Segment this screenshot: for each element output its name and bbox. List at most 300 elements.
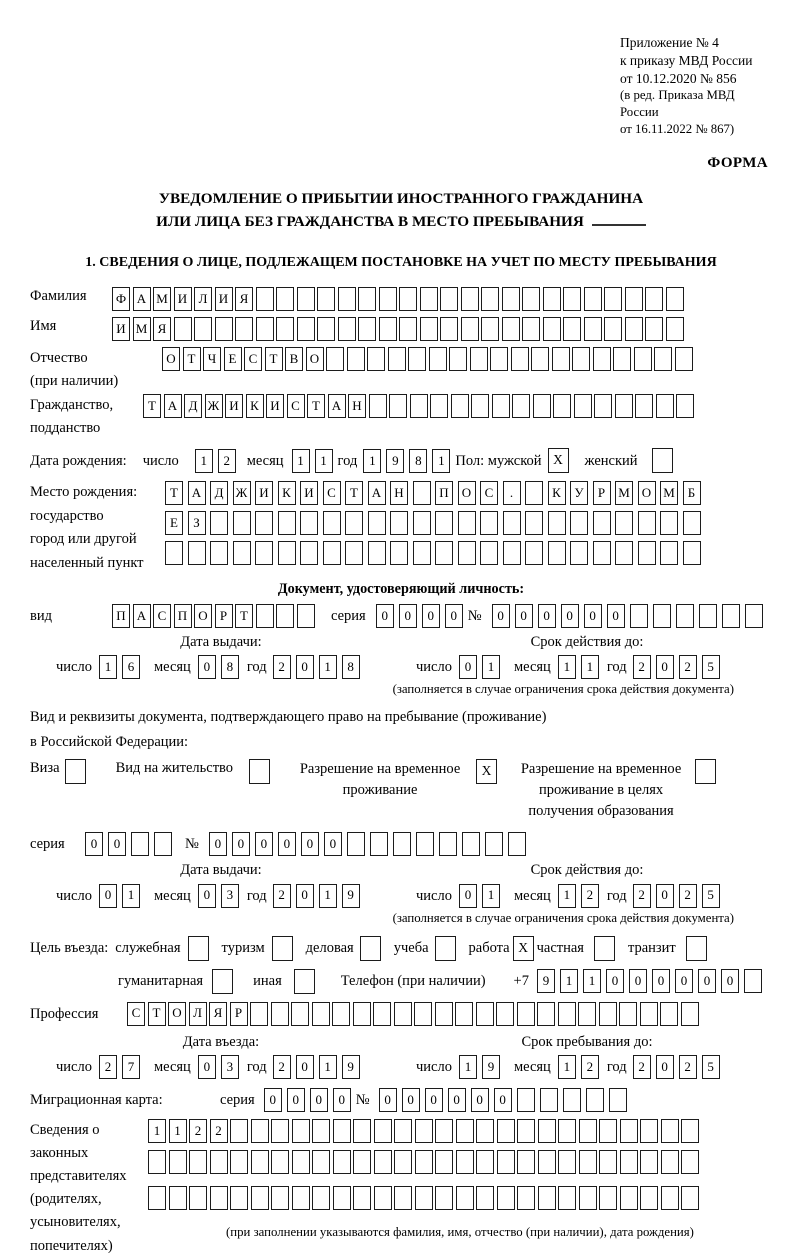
form-cell[interactable] — [563, 1088, 581, 1112]
form-cell[interactable] — [538, 1186, 556, 1210]
form-cell[interactable] — [548, 511, 566, 535]
form-cell[interactable]: С — [323, 481, 341, 505]
form-cell[interactable] — [292, 1186, 310, 1210]
form-cell[interactable] — [615, 541, 633, 565]
form-cell[interactable]: 0 — [538, 604, 556, 628]
purpose-private-checkbox[interactable] — [594, 936, 615, 961]
form-cell[interactable]: 0 — [287, 1088, 305, 1112]
form-cell[interactable]: Н — [390, 481, 408, 505]
form-cell[interactable] — [300, 541, 318, 565]
form-cell[interactable] — [358, 317, 376, 341]
form-cell[interactable] — [292, 1150, 310, 1174]
form-cell[interactable] — [480, 511, 498, 535]
form-cell[interactable] — [640, 1002, 658, 1026]
form-cell[interactable] — [390, 511, 408, 535]
form-cell[interactable]: 7 — [122, 1055, 140, 1079]
form-cell[interactable] — [440, 287, 458, 311]
form-cell[interactable] — [256, 287, 274, 311]
form-cell[interactable] — [517, 1119, 535, 1143]
form-cell[interactable] — [645, 317, 663, 341]
form-cell[interactable]: 9 — [342, 884, 360, 908]
form-cell[interactable] — [255, 541, 273, 565]
form-cell[interactable]: Д — [184, 394, 202, 418]
form-cell[interactable] — [563, 287, 581, 311]
form-cell[interactable] — [543, 287, 561, 311]
form-cell[interactable] — [169, 1186, 187, 1210]
form-cell[interactable]: О — [638, 481, 656, 505]
form-cell[interactable] — [619, 1002, 637, 1026]
form-cell[interactable] — [449, 347, 467, 371]
form-cell[interactable]: 1 — [122, 884, 140, 908]
form-cell[interactable]: 0 — [108, 832, 126, 856]
form-cell[interactable]: 1 — [99, 655, 117, 679]
form-cell[interactable] — [744, 969, 762, 993]
form-cell[interactable]: Т — [345, 481, 363, 505]
form-cell[interactable] — [470, 347, 488, 371]
form-cell[interactable]: 1 — [583, 969, 601, 993]
form-cell[interactable] — [230, 1186, 248, 1210]
form-cell[interactable]: 0 — [471, 1088, 489, 1112]
form-cell[interactable] — [525, 541, 543, 565]
form-cell[interactable] — [579, 1186, 597, 1210]
residence-permit-checkbox[interactable] — [249, 759, 270, 784]
form-cell[interactable] — [461, 287, 479, 311]
form-cell[interactable]: 0 — [333, 1088, 351, 1112]
form-cell[interactable]: 0 — [296, 655, 314, 679]
form-cell[interactable]: В — [285, 347, 303, 371]
form-cell[interactable] — [540, 1088, 558, 1112]
form-cell[interactable]: Ч — [203, 347, 221, 371]
form-cell[interactable] — [640, 1119, 658, 1143]
form-cell[interactable] — [558, 1002, 576, 1026]
form-cell[interactable] — [517, 1186, 535, 1210]
form-cell[interactable]: 1 — [169, 1119, 187, 1143]
form-cell[interactable]: А — [164, 394, 182, 418]
form-cell[interactable] — [256, 317, 274, 341]
form-cell[interactable]: 1 — [459, 1055, 477, 1079]
form-cell[interactable] — [317, 287, 335, 311]
form-cell[interactable]: 3 — [221, 884, 239, 908]
form-cell[interactable] — [435, 511, 453, 535]
form-cell[interactable] — [333, 1119, 351, 1143]
form-cell[interactable] — [609, 1088, 627, 1112]
form-cell[interactable] — [490, 347, 508, 371]
form-cell[interactable] — [458, 511, 476, 535]
form-cell[interactable] — [522, 287, 540, 311]
form-cell[interactable]: И — [215, 287, 233, 311]
form-cell[interactable]: 0 — [698, 969, 716, 993]
form-cell[interactable] — [169, 1150, 187, 1174]
form-cell[interactable]: 6 — [122, 655, 140, 679]
form-cell[interactable] — [683, 541, 701, 565]
form-cell[interactable]: Т — [235, 604, 253, 628]
purpose-work-checkbox[interactable]: X — [513, 936, 534, 961]
form-cell[interactable] — [625, 317, 643, 341]
form-cell[interactable]: 0 — [376, 604, 394, 628]
form-cell[interactable] — [394, 1119, 412, 1143]
form-cell[interactable] — [699, 604, 717, 628]
form-cell[interactable] — [533, 394, 551, 418]
form-cell[interactable]: 2 — [679, 655, 697, 679]
form-cell[interactable]: 8 — [409, 449, 427, 473]
form-cell[interactable] — [653, 604, 671, 628]
form-cell[interactable] — [635, 394, 653, 418]
form-cell[interactable] — [676, 394, 694, 418]
form-cell[interactable] — [599, 1186, 617, 1210]
form-cell[interactable] — [210, 1186, 228, 1210]
form-cell[interactable] — [615, 394, 633, 418]
form-cell[interactable] — [578, 1002, 596, 1026]
form-cell[interactable] — [394, 1002, 412, 1026]
form-cell[interactable]: 2 — [210, 1119, 228, 1143]
form-cell[interactable] — [656, 394, 674, 418]
form-cell[interactable] — [251, 1119, 269, 1143]
form-cell[interactable] — [683, 511, 701, 535]
form-cell[interactable] — [194, 317, 212, 341]
form-cell[interactable] — [660, 1002, 678, 1026]
form-cell[interactable] — [312, 1150, 330, 1174]
form-cell[interactable] — [574, 394, 592, 418]
form-cell[interactable] — [297, 604, 315, 628]
form-cell[interactable] — [188, 541, 206, 565]
form-cell[interactable]: П — [174, 604, 192, 628]
form-cell[interactable] — [594, 394, 612, 418]
form-cell[interactable] — [661, 1119, 679, 1143]
form-cell[interactable] — [399, 317, 417, 341]
form-cell[interactable]: 0 — [399, 604, 417, 628]
form-cell[interactable]: М — [153, 287, 171, 311]
form-cell[interactable]: С — [287, 394, 305, 418]
form-cell[interactable]: С — [480, 481, 498, 505]
form-cell[interactable]: П — [112, 604, 130, 628]
form-cell[interactable]: 1 — [319, 884, 337, 908]
form-cell[interactable] — [251, 1186, 269, 1210]
form-cell[interactable]: С — [127, 1002, 145, 1026]
form-cell[interactable] — [317, 317, 335, 341]
form-cell[interactable] — [593, 541, 611, 565]
form-cell[interactable] — [476, 1119, 494, 1143]
form-cell[interactable] — [645, 287, 663, 311]
form-cell[interactable] — [579, 1119, 597, 1143]
form-cell[interactable] — [456, 1150, 474, 1174]
form-cell[interactable] — [456, 1119, 474, 1143]
form-cell[interactable]: 2 — [273, 1055, 291, 1079]
form-cell[interactable]: 0 — [301, 832, 319, 856]
form-cell[interactable]: И — [112, 317, 130, 341]
form-cell[interactable] — [312, 1002, 330, 1026]
form-cell[interactable]: К — [278, 481, 296, 505]
form-cell[interactable]: 0 — [296, 1055, 314, 1079]
form-cell[interactable]: 0 — [255, 832, 273, 856]
form-cell[interactable] — [604, 287, 622, 311]
form-cell[interactable]: Р — [215, 604, 233, 628]
form-cell[interactable]: Т — [183, 347, 201, 371]
form-cell[interactable] — [451, 394, 469, 418]
purpose-business-checkbox[interactable] — [360, 936, 381, 961]
form-cell[interactable] — [189, 1150, 207, 1174]
form-cell[interactable] — [230, 1150, 248, 1174]
form-cell[interactable] — [420, 317, 438, 341]
form-cell[interactable] — [503, 511, 521, 535]
form-cell[interactable]: А — [368, 481, 386, 505]
form-cell[interactable] — [394, 1186, 412, 1210]
form-cell[interactable] — [353, 1119, 371, 1143]
form-cell[interactable] — [722, 604, 740, 628]
form-cell[interactable]: 9 — [537, 969, 555, 993]
form-cell[interactable] — [358, 287, 376, 311]
form-cell[interactable] — [745, 604, 763, 628]
form-cell[interactable] — [620, 1150, 638, 1174]
form-cell[interactable]: 0 — [448, 1088, 466, 1112]
form-cell[interactable] — [388, 347, 406, 371]
form-cell[interactable]: 2 — [189, 1119, 207, 1143]
form-cell[interactable] — [660, 541, 678, 565]
form-cell[interactable]: 0 — [278, 832, 296, 856]
form-cell[interactable]: 2 — [633, 884, 651, 908]
form-cell[interactable]: 0 — [379, 1088, 397, 1112]
form-cell[interactable]: С — [153, 604, 171, 628]
form-cell[interactable] — [413, 511, 431, 535]
form-cell[interactable] — [332, 1002, 350, 1026]
form-cell[interactable] — [538, 1150, 556, 1174]
form-cell[interactable]: Ж — [233, 481, 251, 505]
form-cell[interactable]: 1 — [148, 1119, 166, 1143]
form-cell[interactable]: 0 — [198, 1055, 216, 1079]
form-cell[interactable] — [408, 347, 426, 371]
form-cell[interactable] — [271, 1002, 289, 1026]
female-checkbox[interactable] — [652, 448, 673, 473]
form-cell[interactable]: 0 — [721, 969, 739, 993]
form-cell[interactable] — [165, 541, 183, 565]
form-cell[interactable] — [481, 287, 499, 311]
form-cell[interactable]: Р — [593, 481, 611, 505]
form-cell[interactable] — [291, 1002, 309, 1026]
form-cell[interactable]: Я — [209, 1002, 227, 1026]
form-cell[interactable] — [511, 347, 529, 371]
form-cell[interactable]: 1 — [319, 1055, 337, 1079]
form-cell[interactable]: 1 — [482, 884, 500, 908]
form-cell[interactable]: Е — [224, 347, 242, 371]
form-cell[interactable] — [271, 1150, 289, 1174]
form-cell[interactable]: 0 — [656, 655, 674, 679]
form-cell[interactable]: 0 — [99, 884, 117, 908]
form-cell[interactable] — [251, 1150, 269, 1174]
form-cell[interactable]: 1 — [292, 449, 310, 473]
form-cell[interactable]: 0 — [629, 969, 647, 993]
form-cell[interactable] — [379, 287, 397, 311]
form-cell[interactable] — [525, 511, 543, 535]
form-cell[interactable] — [681, 1119, 699, 1143]
form-cell[interactable]: 1 — [581, 655, 599, 679]
form-cell[interactable]: З — [188, 511, 206, 535]
form-cell[interactable] — [471, 394, 489, 418]
form-cell[interactable] — [333, 1150, 351, 1174]
form-cell[interactable] — [599, 1119, 617, 1143]
form-cell[interactable] — [312, 1186, 330, 1210]
form-cell[interactable] — [368, 511, 386, 535]
form-cell[interactable]: 0 — [675, 969, 693, 993]
form-cell[interactable] — [278, 511, 296, 535]
form-cell[interactable]: 9 — [482, 1055, 500, 1079]
form-cell[interactable] — [410, 394, 428, 418]
form-cell[interactable] — [461, 317, 479, 341]
form-cell[interactable]: 0 — [584, 604, 602, 628]
form-cell[interactable]: 2 — [273, 655, 291, 679]
form-cell[interactable]: О — [194, 604, 212, 628]
form-cell[interactable] — [435, 1186, 453, 1210]
form-cell[interactable]: 2 — [218, 449, 236, 473]
form-cell[interactable] — [661, 1186, 679, 1210]
form-cell[interactable] — [435, 1150, 453, 1174]
form-cell[interactable]: 1 — [558, 1055, 576, 1079]
form-cell[interactable] — [345, 511, 363, 535]
form-cell[interactable]: А — [133, 287, 151, 311]
form-cell[interactable]: К — [548, 481, 566, 505]
temp-residence-checkbox[interactable]: X — [476, 759, 497, 784]
form-cell[interactable]: 8 — [342, 655, 360, 679]
form-cell[interactable] — [300, 511, 318, 535]
form-cell[interactable] — [584, 317, 602, 341]
form-cell[interactable] — [675, 347, 693, 371]
male-checkbox[interactable]: X — [548, 448, 569, 473]
form-cell[interactable]: Т — [148, 1002, 166, 1026]
form-cell[interactable] — [373, 1002, 391, 1026]
form-cell[interactable]: Т — [165, 481, 183, 505]
form-cell[interactable]: 0 — [209, 832, 227, 856]
form-cell[interactable] — [233, 511, 251, 535]
form-cell[interactable] — [230, 1119, 248, 1143]
form-cell[interactable]: И — [300, 481, 318, 505]
form-cell[interactable] — [276, 604, 294, 628]
form-cell[interactable] — [531, 347, 549, 371]
form-cell[interactable] — [634, 347, 652, 371]
form-cell[interactable]: 0 — [459, 884, 477, 908]
form-cell[interactable]: 0 — [652, 969, 670, 993]
form-cell[interactable] — [393, 832, 411, 856]
form-cell[interactable] — [415, 1186, 433, 1210]
form-cell[interactable] — [661, 1150, 679, 1174]
form-cell[interactable]: 9 — [386, 449, 404, 473]
form-cell[interactable] — [497, 1186, 515, 1210]
form-cell[interactable] — [278, 541, 296, 565]
form-cell[interactable]: М — [133, 317, 151, 341]
form-cell[interactable]: Т — [143, 394, 161, 418]
purpose-transit-checkbox[interactable] — [686, 936, 707, 961]
form-cell[interactable] — [439, 832, 457, 856]
form-cell[interactable] — [604, 317, 622, 341]
form-cell[interactable]: 1 — [482, 655, 500, 679]
form-cell[interactable] — [548, 541, 566, 565]
form-cell[interactable] — [584, 287, 602, 311]
form-cell[interactable]: 1 — [363, 449, 381, 473]
form-cell[interactable] — [312, 1119, 330, 1143]
form-cell[interactable] — [326, 347, 344, 371]
form-cell[interactable] — [572, 347, 590, 371]
form-cell[interactable] — [599, 1002, 617, 1026]
form-cell[interactable]: Б — [683, 481, 701, 505]
form-cell[interactable]: Л — [189, 1002, 207, 1026]
form-cell[interactable] — [620, 1186, 638, 1210]
form-cell[interactable] — [374, 1119, 392, 1143]
form-cell[interactable]: Р — [230, 1002, 248, 1026]
form-cell[interactable]: 0 — [296, 884, 314, 908]
form-cell[interactable]: 1 — [558, 884, 576, 908]
form-cell[interactable]: М — [660, 481, 678, 505]
form-cell[interactable] — [131, 832, 149, 856]
form-cell[interactable]: 0 — [459, 655, 477, 679]
form-cell[interactable] — [271, 1186, 289, 1210]
form-cell[interactable] — [292, 1119, 310, 1143]
form-cell[interactable] — [456, 1186, 474, 1210]
form-cell[interactable]: 8 — [221, 655, 239, 679]
form-cell[interactable] — [481, 317, 499, 341]
form-cell[interactable]: 0 — [607, 604, 625, 628]
form-cell[interactable]: Д — [210, 481, 228, 505]
form-cell[interactable] — [323, 541, 341, 565]
form-cell[interactable] — [367, 347, 385, 371]
form-cell[interactable] — [558, 1119, 576, 1143]
form-cell[interactable]: Н — [348, 394, 366, 418]
form-cell[interactable] — [215, 317, 233, 341]
form-cell[interactable]: Т — [265, 347, 283, 371]
form-cell[interactable]: Ж — [205, 394, 223, 418]
form-cell[interactable] — [413, 541, 431, 565]
form-cell[interactable] — [537, 1002, 555, 1026]
form-cell[interactable] — [374, 1186, 392, 1210]
form-cell[interactable]: О — [168, 1002, 186, 1026]
form-cell[interactable] — [593, 511, 611, 535]
form-cell[interactable]: 0 — [656, 1055, 674, 1079]
form-cell[interactable] — [586, 1088, 604, 1112]
form-cell[interactable]: И — [174, 287, 192, 311]
form-cell[interactable]: 0 — [494, 1088, 512, 1112]
form-cell[interactable] — [681, 1150, 699, 1174]
form-cell[interactable]: 9 — [342, 1055, 360, 1079]
form-cell[interactable] — [369, 394, 387, 418]
form-cell[interactable] — [620, 1119, 638, 1143]
form-cell[interactable] — [235, 317, 253, 341]
purpose-other-checkbox[interactable] — [294, 969, 315, 994]
form-cell[interactable] — [148, 1186, 166, 1210]
purpose-humanitarian-checkbox[interactable] — [212, 969, 233, 994]
form-cell[interactable] — [558, 1150, 576, 1174]
form-cell[interactable] — [496, 1002, 514, 1026]
form-cell[interactable] — [654, 347, 672, 371]
form-cell[interactable] — [435, 541, 453, 565]
temp-residence-education-checkbox[interactable] — [695, 759, 716, 784]
form-cell[interactable]: 2 — [99, 1055, 117, 1079]
form-cell[interactable] — [353, 1150, 371, 1174]
form-cell[interactable] — [517, 1088, 535, 1112]
form-cell[interactable] — [613, 347, 631, 371]
form-cell[interactable] — [399, 287, 417, 311]
form-cell[interactable]: Т — [307, 394, 325, 418]
form-cell[interactable] — [333, 1186, 351, 1210]
form-cell[interactable]: 2 — [633, 655, 651, 679]
form-cell[interactable] — [492, 394, 510, 418]
form-cell[interactable] — [502, 317, 520, 341]
form-cell[interactable] — [552, 347, 570, 371]
form-cell[interactable]: Я — [153, 317, 171, 341]
form-cell[interactable] — [625, 287, 643, 311]
form-cell[interactable]: 0 — [198, 655, 216, 679]
purpose-tourism-checkbox[interactable] — [272, 936, 293, 961]
form-cell[interactable]: О — [162, 347, 180, 371]
form-cell[interactable] — [517, 1150, 535, 1174]
form-cell[interactable]: 0 — [561, 604, 579, 628]
form-cell[interactable] — [508, 832, 526, 856]
form-cell[interactable]: 0 — [445, 604, 463, 628]
